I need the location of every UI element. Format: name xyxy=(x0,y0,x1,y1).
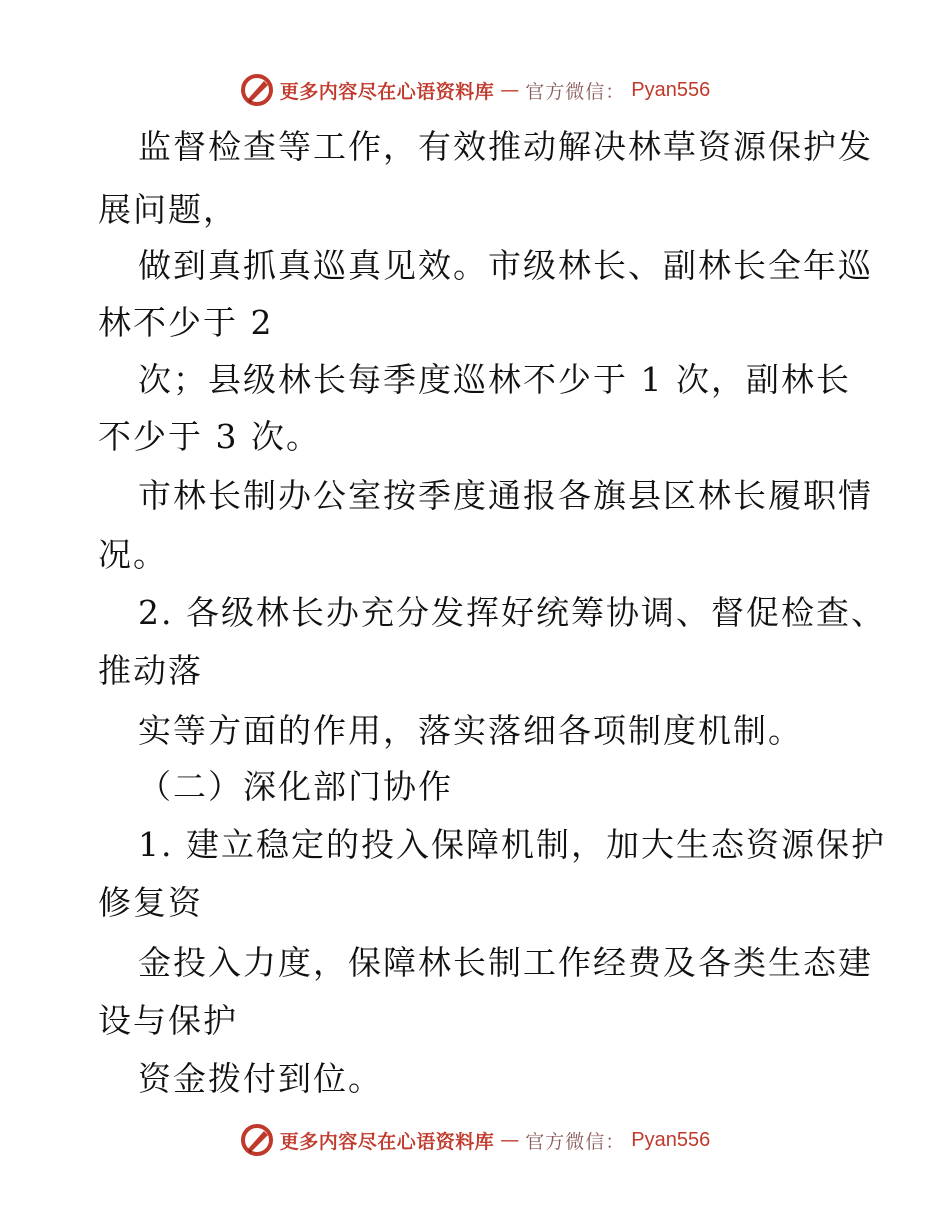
footer-site-text: 更多内容尽在心语资料库 xyxy=(279,1130,495,1153)
header-banner xyxy=(0,70,950,110)
text-line: 资金拨付到位。 xyxy=(138,1059,383,1098)
pen-logo-icon xyxy=(240,1123,274,1157)
footer-account-text: 官方微信： xyxy=(525,1130,626,1153)
text-line: 1. 建立稳定的投入保障机制，加大生态资源保护 xyxy=(138,825,886,864)
footer-account-id: Pyan556 xyxy=(631,1128,711,1151)
text-line: 修复资 xyxy=(98,883,203,922)
text-line: 推动落 xyxy=(98,651,203,690)
text-line: 不少于 3 次。 xyxy=(98,417,321,456)
text-line: 做到真抓真巡真见效。市级林长、副林长全年巡 xyxy=(138,246,873,285)
footer-banner xyxy=(0,1120,950,1160)
text-line: 设与保护 xyxy=(98,1001,238,1040)
header-site-text: 更多内容尽在心语资料库 xyxy=(279,80,495,103)
text-line: 监督检查等工作，有效推动解决林草资源保护发 xyxy=(138,127,873,166)
text-line: 实等方面的作用，落实落细各项制度机制。 xyxy=(138,711,803,750)
header-dash: — xyxy=(500,79,520,101)
text-line: 金投入力度，保障林长制工作经费及各类生态建 xyxy=(138,943,873,982)
text-line: 市林长制办公室按季度通报各旗县区林长履职情 xyxy=(138,476,873,515)
footer-dash: — xyxy=(500,1129,520,1151)
text-line: 2. 各级林长办充分发挥好统筹协调、督促检查、 xyxy=(138,593,886,632)
section-heading: （二）深化部门协作 xyxy=(138,767,453,806)
text-line: 展问题， xyxy=(98,190,238,229)
pen-logo-icon xyxy=(240,73,274,107)
text-line: 次；县级林长每季度巡林不少于 1 次，副林长 xyxy=(138,360,851,399)
text-line: 林不少于 2 xyxy=(98,303,274,342)
header-account-text: 官方微信： xyxy=(525,80,626,103)
text-line: 况。 xyxy=(98,535,168,574)
header-account-id: Pyan556 xyxy=(631,78,711,101)
